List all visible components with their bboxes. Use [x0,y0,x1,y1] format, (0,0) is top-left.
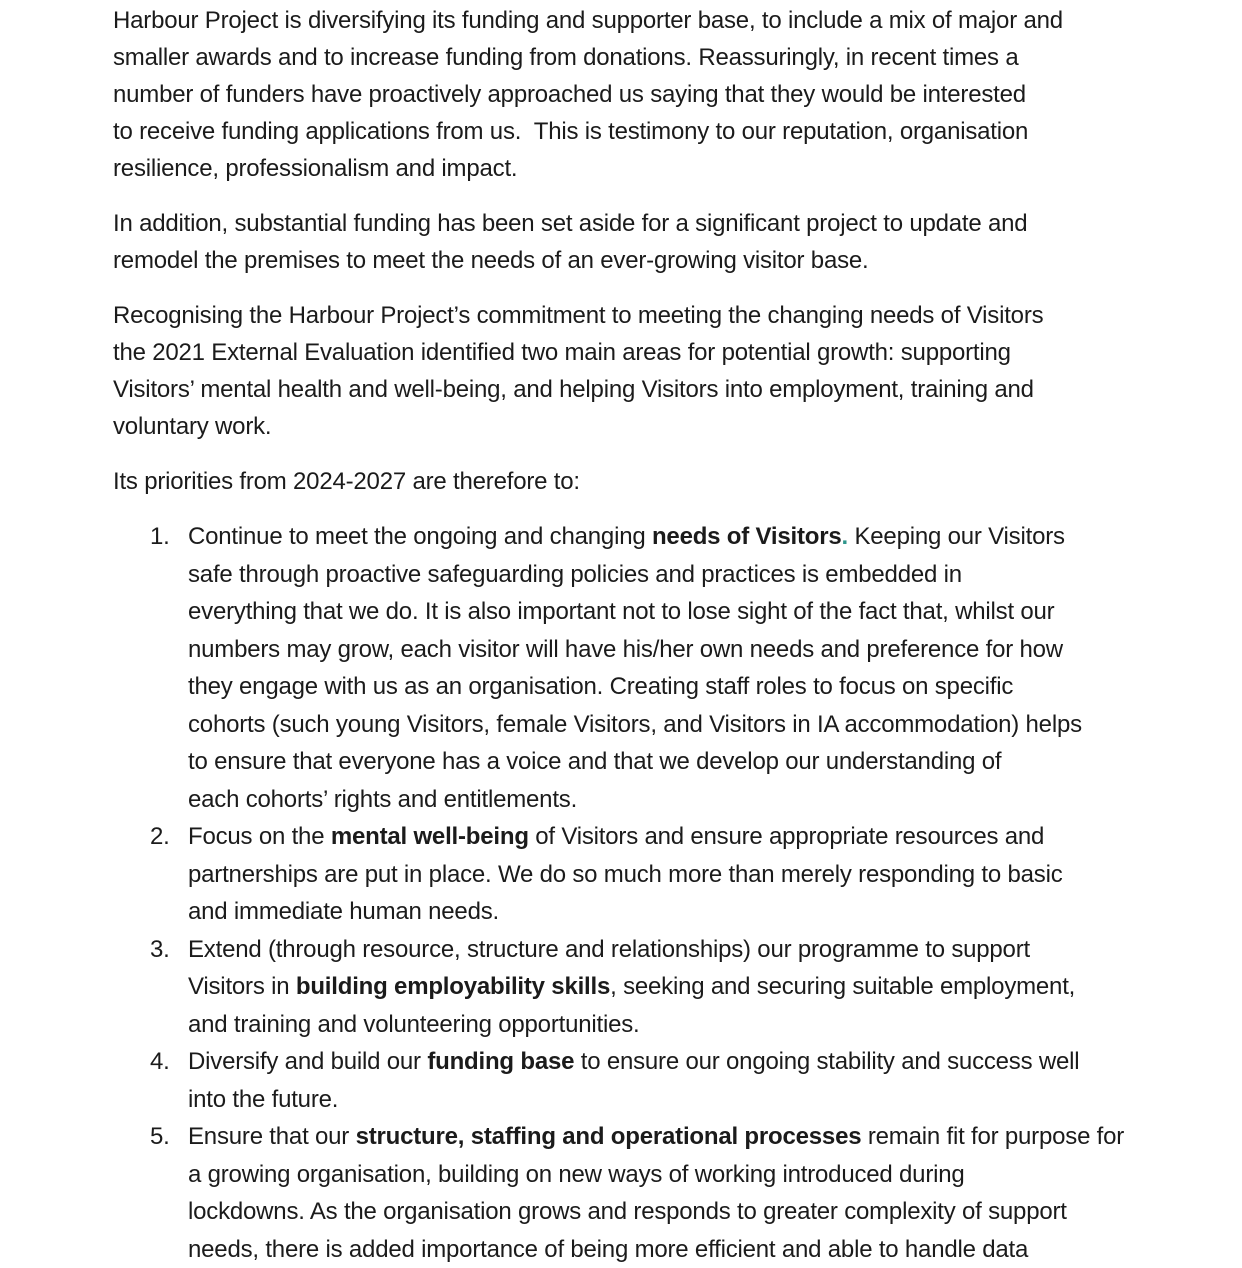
text-run: remain fit for purpose for [861,1123,1125,1150]
text-run: funding base [427,1048,575,1075]
text-run: smaller awards and to increase funding from donations. Reassuringly, in recent times a [113,44,1019,71]
text-run: Visitors’ mental health and well-being, and helping Visitors into employment, training and [113,376,1034,403]
list-item [150,818,1242,931]
text-run: structure, staffing and operational processes [355,1123,862,1150]
text-run: needs of Visitors [651,523,842,550]
text-run: cohorts (such young Visitors, female Visitors, and Visitors in IA accommodation) helps [188,710,1082,738]
list-item [150,518,1242,818]
text-run: building employability skills [295,973,611,1000]
text-run: of Visitors and ensure appropriate resources and [528,823,1045,850]
list-item-number: 5. [150,1123,170,1150]
text-run: Harbour Project is diversifying its funding and supporter base, to include a mix of major and [113,7,1063,34]
paragraph [113,2,1233,187]
text-run: lockdowns. As the organisation grows and responds to greater complexity of support [188,1198,1067,1225]
ordered-list [150,518,1242,1268]
text-run: the 2021 External Evaluation identified two main areas for potential growth: supporting [113,339,1011,366]
text-run: and immediate human needs. [188,898,499,925]
paragraph [113,205,1233,279]
text-run: Recognising the Harbour Project’s commitment to meeting the changing needs of Visitors [113,302,1044,329]
text-run: voluntary work. [113,413,272,440]
text-run: safe through proactive safeguarding policies and practices is embedded in [188,560,962,588]
text-run: they engage with us as an organisation. Creating staff roles to focus on specific [188,673,1014,700]
list-item-text [188,818,1242,931]
text-run: to ensure that everyone has a voice and that we develop our understanding of [188,748,1002,775]
text-run: numbers may grow, each visitor will have his/her own needs and preference for how [188,635,1063,663]
text-run: Visitors in [188,973,296,1000]
text-run: needs, there is added importance of being more efficient and able to handle data [188,1235,1029,1263]
text-run: Keeping our Visitors [848,523,1065,550]
list-item [150,1118,1242,1268]
text-run: a growing organisation, building on new ways of working introduced during [188,1160,965,1188]
text-run: Its priorities from 2024-2027 are therefore to: [113,468,580,495]
text-run: into the future. [188,1085,339,1113]
text-run: Diversify and build our [188,1048,428,1075]
paragraph [113,297,1233,445]
text-run: mental well-being [330,823,529,850]
paragraph [113,463,1233,500]
list-item-text [188,931,1242,1044]
document-body [113,2,1242,1268]
text-run: . [841,523,848,550]
text-run: to ensure our ongoing stability and success well [574,1048,1080,1075]
list-item-text [188,518,1242,818]
text-run: number of funders have proactively approached us saying that they would be interested [113,81,1026,108]
text-run: to receive funding applications from us. This is testimony to our reputation, organisation [113,118,1029,145]
text-run: Extend (through resource, structure and relationships) our programme to support [188,935,1030,963]
list-item [150,1043,1242,1118]
text-run: resilience, professionalism and impact. [113,155,518,182]
list-item-text [188,1043,1242,1118]
text-run: partnerships are put in place. We do so much more than merely responding to basic [188,860,1063,888]
list-item-number: 2. [150,823,170,850]
text-run: Focus on the [188,823,331,850]
list-item-number: 4. [150,1048,170,1075]
text-run: and training and volunteering opportunities. [188,1010,640,1038]
text-run: remodel the premises to meet the needs of an ever-growing visitor base. [113,247,869,274]
list-item-number: 3. [150,935,170,963]
text-run: In addition, substantial funding has been set aside for a significant project to update and [113,210,1028,237]
list-item [150,931,1242,1044]
text-run: , seeking and securing suitable employment, [610,973,1076,1000]
text-run: Ensure that our [188,1123,356,1150]
text-run: Continue to meet the ongoing and changing [188,523,652,550]
text-run: each cohorts’ rights and entitlements. [188,785,578,813]
list-item-number: 1. [150,523,170,550]
list-item-text [188,1118,1242,1268]
text-run: everything that we do. It is also important not to lose sight of the fact that, whilst our [188,598,1055,625]
